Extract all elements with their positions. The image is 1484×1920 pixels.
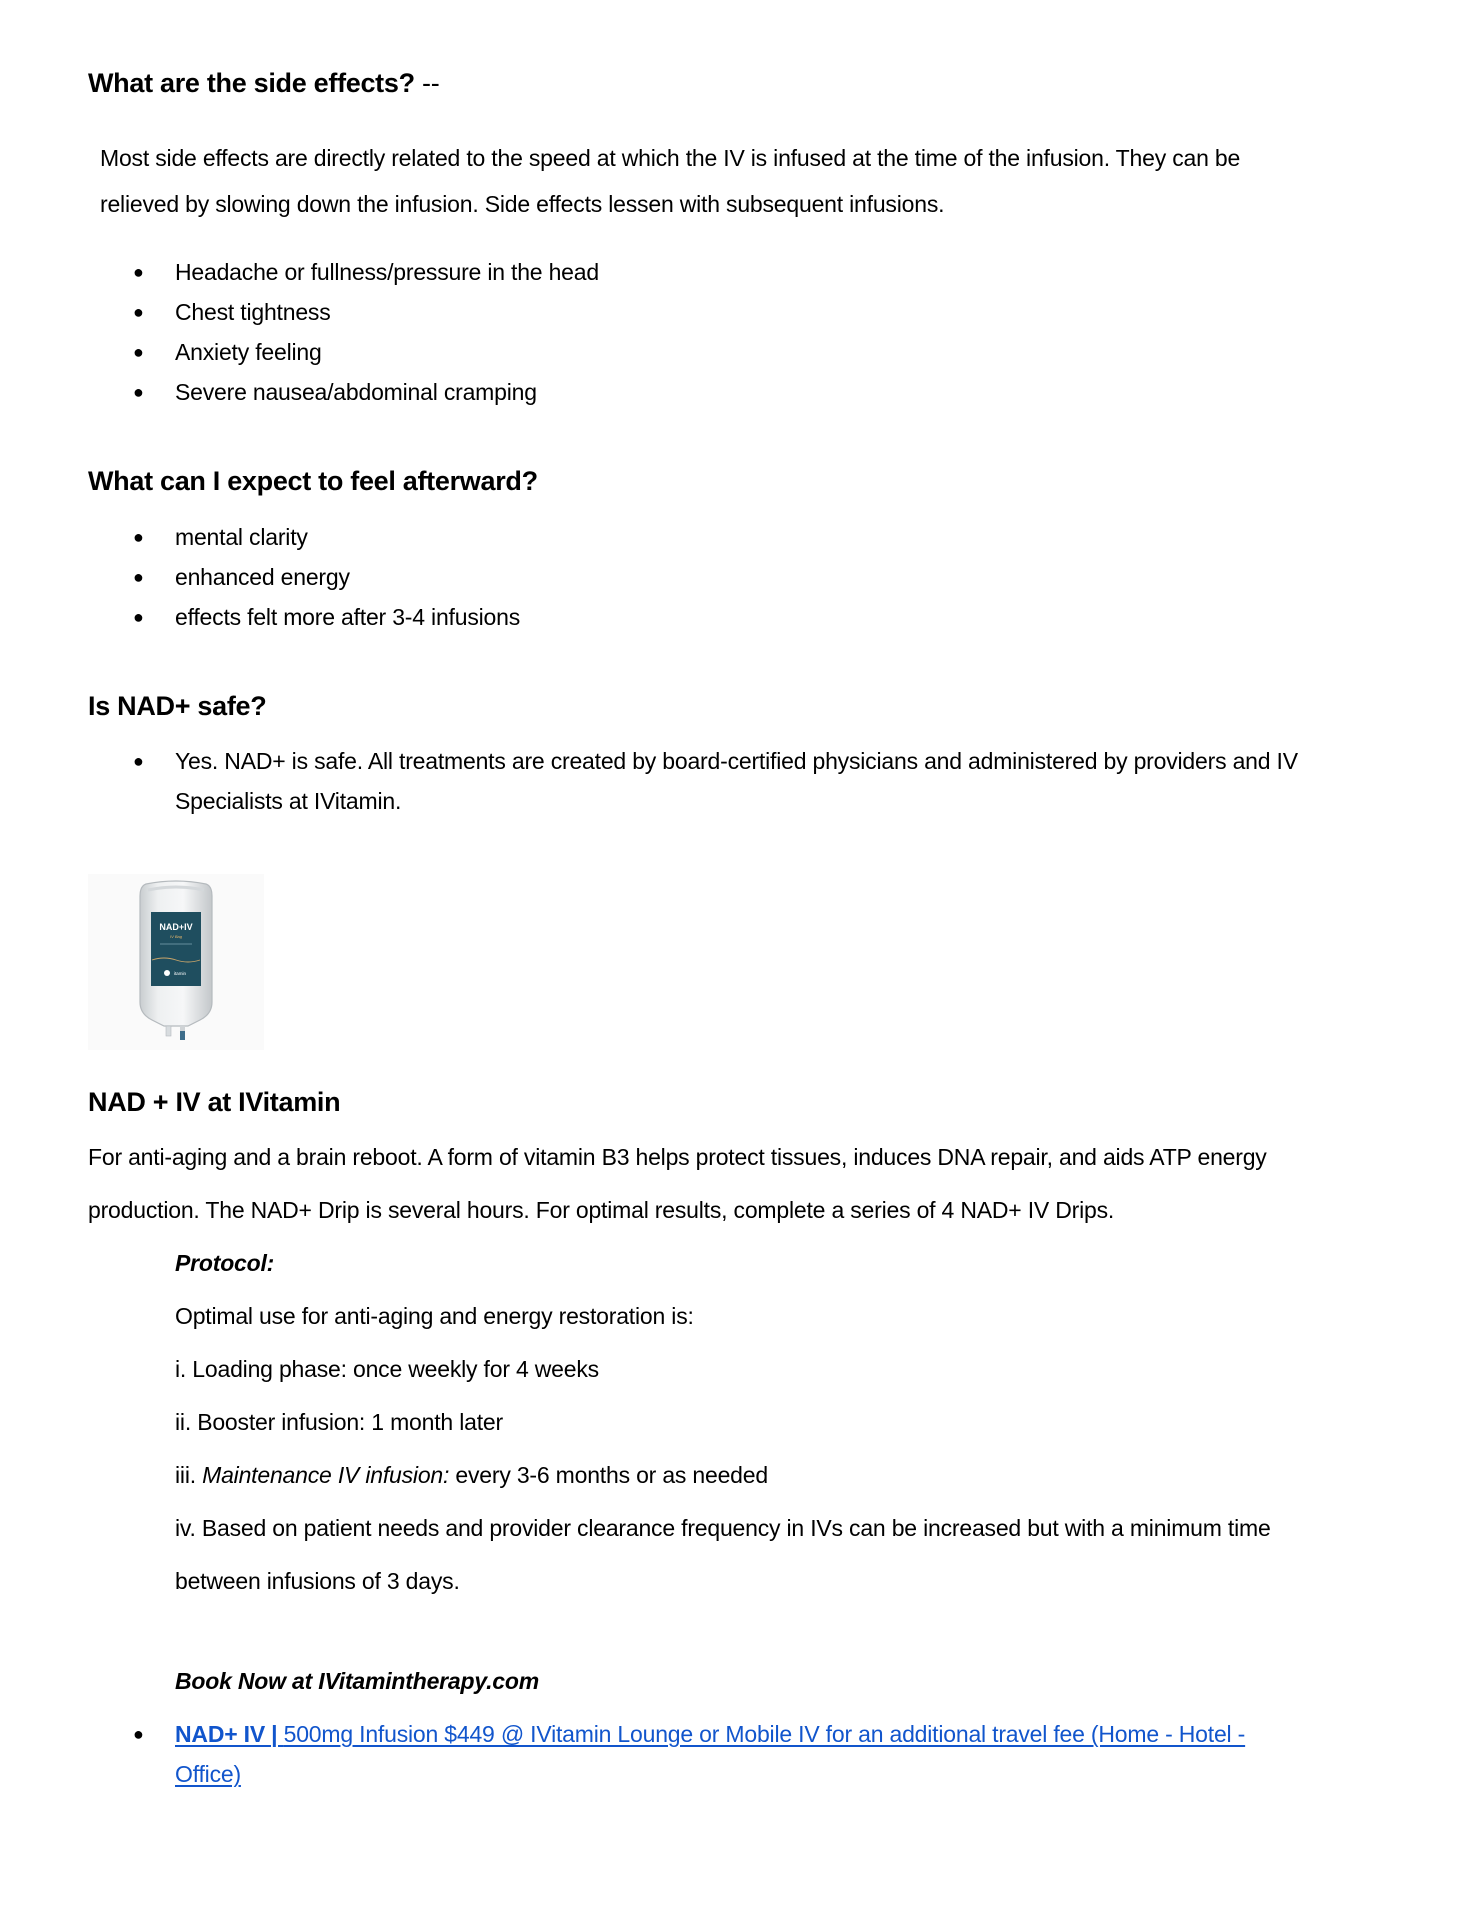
bullet-icon: ● (133, 382, 144, 402)
protocol-intro: Optimal use for anti-aging and energy restoration is: (175, 1303, 694, 1329)
list-item-text: mental clarity (175, 524, 308, 550)
side-effects-heading (88, 68, 439, 99)
bullet-icon: ● (133, 262, 144, 282)
list-item-text: Severe nausea/abdominal cramping (175, 379, 537, 405)
booking-link-bold: NAD+ IV | (175, 1721, 284, 1747)
booking-link[interactable] (175, 1721, 1245, 1748)
bullet-icon: ● (133, 567, 144, 587)
booking-link-line2-wrap (175, 1761, 241, 1788)
protocol-step-iv-line1: iv. Based on patient needs and provider clearance frequency in IVs can be increased but with a minimum time (175, 1515, 1271, 1541)
booking-link-line2[interactable]: Office) (175, 1761, 241, 1787)
bullet-icon: ● (133, 751, 144, 771)
protocol-step-iii-prefix: iii. (175, 1462, 203, 1488)
list-item-text: enhanced energy (175, 564, 350, 590)
protocol-step-iv-line2: between infusions of 3 days. (175, 1568, 460, 1594)
bullet-icon: ● (133, 302, 144, 322)
bag-label-brand: itamin (173, 971, 187, 976)
safety-heading: Is NAD+ safe? (88, 691, 267, 721)
protocol-step-i: i. Loading phase: once weekly for 4 weeks (175, 1356, 599, 1382)
product-image (88, 874, 264, 1050)
list-item-text: Headache or fullness/pressure in the head (175, 259, 599, 285)
bullet-icon: ● (133, 342, 144, 362)
protocol-label: Protocol: (175, 1250, 275, 1276)
nad-description-line2: production. The NAD+ Drip is several hours. For optimal results, complete a series of 4 NAD+ IV Drips. (88, 1197, 1115, 1223)
iv-bag-icon (88, 874, 264, 1050)
protocol-step-iii-rest: every 3-6 months or as needed (449, 1462, 768, 1488)
nad-description-line1: For anti-aging and a brain reboot. A form of vitamin B3 helps protect tissues, induces DNA repair, and aids ATP energy (88, 1144, 1267, 1170)
side-effects-heading-text: What are the side effects? (88, 68, 415, 98)
list-item-text: effects felt more after 3-4 infusions (175, 604, 521, 630)
bag-label-title: NAD+IV (159, 922, 193, 932)
list-item-text: Anxiety feeling (175, 339, 322, 365)
bag-label-subtitle: IV Bag (169, 934, 183, 939)
list-item-text: Chest tightness (175, 299, 331, 325)
bullet-icon: ● (133, 527, 144, 547)
protocol-step-iii-italic: Maintenance IV infusion: (202, 1462, 450, 1488)
bullet-icon: ● (133, 1724, 144, 1744)
nad-section-heading: NAD + IV at IVitamin (88, 1087, 341, 1117)
safety-answer-line1: Yes. NAD+ is safe. All treatments are created by board-certified physicians and administered by providers and IV (175, 748, 1298, 774)
afterward-heading: What can I expect to feel afterward? (88, 466, 538, 496)
safety-answer-line2: Specialists at IVitamin. (175, 788, 402, 814)
protocol-step-ii: ii. Booster infusion: 1 month later (175, 1409, 503, 1435)
booking-link-text: 500mg Infusion $449 @ IVitamin Lounge or Mobile IV for an additional travel fee (Home - Hotel - (283, 1721, 1246, 1747)
bullet-icon: ● (133, 607, 144, 627)
book-now-text: Book Now at IVitamintherapy.com (175, 1668, 539, 1694)
side-effects-intro-line2: relieved by slowing down the infusion. Side effects lessen with subsequent infusions. (100, 191, 945, 217)
side-effects-intro-line1: Most side effects are directly related to the speed at which the IV is infused at the time of the infusion. They can be (100, 145, 1241, 171)
protocol-step-iii (175, 1462, 768, 1489)
side-effects-heading-suffix: -- (414, 68, 440, 98)
